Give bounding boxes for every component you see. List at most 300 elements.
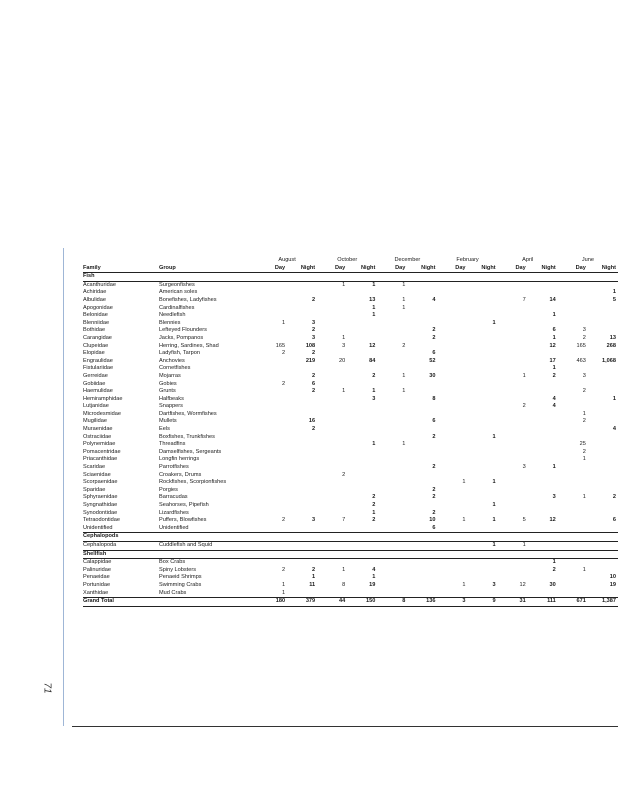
count-cell xyxy=(498,381,528,389)
count-cell xyxy=(347,525,377,533)
count-cell xyxy=(437,350,467,358)
count-cell xyxy=(437,281,467,289)
count-cell xyxy=(468,312,498,320)
count-cell xyxy=(377,502,407,510)
count-cell xyxy=(317,312,347,320)
table-row xyxy=(83,281,618,289)
month-header: February xyxy=(456,257,479,263)
count-cell: 30 xyxy=(549,581,556,588)
count-cell xyxy=(588,373,618,381)
table-row xyxy=(83,487,618,495)
table-row xyxy=(83,327,618,335)
table-row xyxy=(83,456,618,464)
count-cell: 13 xyxy=(609,334,616,341)
table-row xyxy=(83,494,618,502)
group-cell: Grunts xyxy=(159,388,176,395)
count-cell xyxy=(468,487,498,495)
count-cell xyxy=(257,426,287,434)
count-cell xyxy=(588,510,618,518)
count-cell: 3 xyxy=(582,327,586,334)
family-cell: Scorpaenidae xyxy=(83,479,118,486)
count-cell: 2 xyxy=(432,486,436,493)
margin-rule xyxy=(63,248,64,726)
count-cell xyxy=(468,574,498,582)
count-cell xyxy=(498,590,528,598)
count-cell xyxy=(317,541,347,550)
family-cell: Gobiidae xyxy=(83,380,106,387)
count-cell: 2 xyxy=(372,372,376,379)
count-cell xyxy=(528,388,558,396)
count-cell xyxy=(347,426,377,434)
count-cell xyxy=(377,510,407,518)
count-cell xyxy=(257,365,287,373)
count-cell: 3 xyxy=(342,342,346,349)
family-cell: Xanthidae xyxy=(83,589,109,596)
table-row xyxy=(83,541,618,550)
count-cell xyxy=(287,479,317,487)
species-catch-table xyxy=(83,257,618,607)
family-cell: Bothidae xyxy=(83,327,106,334)
count-cell xyxy=(407,479,437,487)
group-cell: Gobies xyxy=(159,380,177,387)
count-cell xyxy=(468,418,498,426)
table-row xyxy=(83,559,618,567)
count-cell: 12 xyxy=(549,517,556,524)
count-cell: 1 xyxy=(372,312,376,319)
table-row xyxy=(83,365,618,373)
count-cell xyxy=(528,320,558,328)
grand-total-cell: 8 xyxy=(377,598,407,607)
count-cell xyxy=(437,335,467,343)
count-cell xyxy=(498,411,528,419)
count-cell xyxy=(377,541,407,550)
family-cell: Muraenidae xyxy=(83,426,113,433)
count-cell xyxy=(528,289,558,297)
count-cell: 2 xyxy=(552,372,556,379)
count-cell xyxy=(377,525,407,533)
count-cell xyxy=(377,403,407,411)
count-cell xyxy=(257,559,287,567)
count-cell xyxy=(287,510,317,518)
count-cell xyxy=(317,590,347,598)
count-cell xyxy=(257,373,287,381)
count-cell xyxy=(317,289,347,297)
count-cell xyxy=(317,434,347,442)
count-cell xyxy=(317,456,347,464)
count-cell: 1 xyxy=(281,319,286,326)
count-cell: 1 xyxy=(402,441,406,448)
grand-total-cell: 44 xyxy=(317,598,347,607)
grand-total-cell: 111 xyxy=(528,598,558,607)
table-row xyxy=(83,343,618,351)
count-cell xyxy=(407,381,437,389)
count-cell xyxy=(528,541,558,550)
count-cell xyxy=(468,388,498,396)
count-cell xyxy=(437,590,467,598)
count-cell xyxy=(317,441,347,449)
count-cell xyxy=(468,381,498,389)
count-cell xyxy=(347,479,377,487)
count-cell xyxy=(377,574,407,582)
count-cell: 1 xyxy=(402,304,406,311)
count-cell xyxy=(377,365,407,373)
count-cell xyxy=(468,449,498,457)
group-cell: Damselfishes, Sergeants xyxy=(159,448,222,455)
group-cell: Mullets xyxy=(159,418,177,425)
count-cell xyxy=(437,418,467,426)
count-cell xyxy=(588,590,618,598)
count-cell: 1 xyxy=(522,372,526,379)
count-cell xyxy=(317,297,347,305)
column-header-row xyxy=(83,265,618,273)
group-cell: Dartfishes, Wormfishes xyxy=(159,410,217,417)
table-row xyxy=(83,434,618,442)
count-cell xyxy=(558,541,588,550)
count-cell: 1 xyxy=(281,589,286,596)
count-cell xyxy=(468,327,498,335)
section-label: Cephalopods xyxy=(83,533,159,542)
count-cell xyxy=(257,434,287,442)
count-cell: 4 xyxy=(612,426,616,433)
count-cell: 2 xyxy=(582,334,586,341)
count-cell xyxy=(377,426,407,434)
count-cell xyxy=(287,590,317,598)
table-row xyxy=(83,335,618,343)
count-cell xyxy=(257,472,287,480)
table-row xyxy=(83,396,618,404)
table-row xyxy=(83,297,618,305)
count-cell xyxy=(498,350,528,358)
count-cell xyxy=(558,464,588,472)
count-cell: 8 xyxy=(432,395,436,402)
count-cell xyxy=(317,365,347,373)
family-cell: Belonidae xyxy=(83,312,108,319)
day-column-header: Day xyxy=(257,265,287,273)
count-cell: 1 xyxy=(552,464,556,471)
count-cell xyxy=(257,464,287,472)
count-cell xyxy=(437,510,467,518)
group-cell: Boxfishes, Trunkfishes xyxy=(159,433,215,440)
family-cell: Sparidae xyxy=(83,486,106,493)
count-cell: 1 xyxy=(342,388,346,395)
count-cell xyxy=(468,426,498,434)
day-column-header: Day xyxy=(317,265,347,273)
count-cell xyxy=(528,479,558,487)
count-cell xyxy=(498,479,528,487)
count-cell xyxy=(468,335,498,343)
table-row xyxy=(83,381,618,389)
day-column-header: Day xyxy=(437,265,467,273)
count-cell xyxy=(498,487,528,495)
count-cell xyxy=(437,449,467,457)
count-cell: 12 xyxy=(549,342,556,349)
count-cell xyxy=(347,487,377,495)
count-cell xyxy=(468,464,498,472)
count-cell xyxy=(558,281,588,289)
count-cell xyxy=(377,487,407,495)
family-cell: Hemiramphidae xyxy=(83,395,123,402)
count-cell xyxy=(588,441,618,449)
group-cell: Lefteyed Flounders xyxy=(159,327,207,334)
count-cell xyxy=(588,327,618,335)
footer-rule xyxy=(72,726,618,727)
count-cell xyxy=(317,418,347,426)
group-cell: Penaeid Shrimps xyxy=(159,574,202,581)
count-cell: 6 xyxy=(432,524,436,531)
group-cell: Jacks, Pompanos xyxy=(159,334,204,341)
table-row xyxy=(83,590,618,598)
count-cell xyxy=(437,396,467,404)
count-cell: 2 xyxy=(281,566,286,573)
count-cell: 4 xyxy=(372,566,376,573)
count-cell: 3 xyxy=(372,395,376,402)
count-cell xyxy=(528,502,558,510)
group-cell: Croakers, Drums xyxy=(159,471,202,478)
count-cell xyxy=(558,517,588,525)
count-cell xyxy=(317,479,347,487)
count-cell: 1 xyxy=(552,312,556,319)
count-cell xyxy=(588,312,618,320)
count-cell xyxy=(317,320,347,328)
count-cell: 1 xyxy=(312,574,316,581)
count-cell xyxy=(377,494,407,502)
count-cell xyxy=(317,381,347,389)
count-cell xyxy=(588,365,618,373)
count-cell: 1 xyxy=(492,502,496,508)
family-cell: Sphyraenidae xyxy=(83,494,118,501)
count-cell xyxy=(257,297,287,305)
family-cell: Penaeidae xyxy=(83,574,110,581)
count-cell xyxy=(588,411,618,419)
family-cell: Mugilidae xyxy=(83,418,107,425)
count-cell: 6 xyxy=(612,517,616,524)
count-cell xyxy=(257,525,287,533)
count-cell: 16 xyxy=(308,418,316,425)
count-cell xyxy=(558,289,588,297)
count-cell: 2 xyxy=(312,426,316,433)
count-cell xyxy=(257,335,287,343)
count-cell xyxy=(498,472,528,480)
table-row xyxy=(83,358,618,366)
count-cell xyxy=(437,426,467,434)
count-cell xyxy=(528,418,558,426)
count-cell: 12 xyxy=(369,342,376,349)
count-cell xyxy=(437,305,467,313)
count-cell xyxy=(257,418,287,426)
count-cell xyxy=(558,305,588,313)
count-cell: 19 xyxy=(609,581,616,588)
table-row xyxy=(83,350,618,358)
count-cell xyxy=(468,525,498,533)
count-cell xyxy=(498,343,528,351)
count-cell xyxy=(377,479,407,487)
count-cell xyxy=(468,358,498,366)
group-cell: Spiny Lobsters xyxy=(159,566,197,573)
table-row xyxy=(83,582,618,590)
count-cell xyxy=(407,567,437,575)
count-cell xyxy=(588,449,618,457)
count-cell xyxy=(377,327,407,335)
table-row xyxy=(83,441,618,449)
count-cell: 1 xyxy=(342,566,346,573)
family-cell: Scaridae xyxy=(83,464,106,471)
group-cell: Anchovies xyxy=(159,357,185,364)
count-cell xyxy=(377,350,407,358)
count-cell: 2 xyxy=(312,327,316,334)
count-cell xyxy=(468,281,498,289)
night-column-header: Night xyxy=(528,265,558,273)
grand-total-cell: 150 xyxy=(347,598,377,607)
table-row xyxy=(83,305,618,313)
count-cell: 1 xyxy=(402,281,406,288)
count-cell xyxy=(528,381,558,389)
count-cell: 2 xyxy=(432,464,436,471)
count-cell: 10 xyxy=(429,517,436,524)
count-cell xyxy=(588,487,618,495)
count-cell: 2 xyxy=(432,327,436,334)
count-cell xyxy=(257,327,287,335)
count-cell: 2 xyxy=(312,566,316,573)
count-cell xyxy=(377,411,407,419)
count-cell xyxy=(468,590,498,598)
count-cell xyxy=(558,479,588,487)
count-cell: 2 xyxy=(312,350,316,357)
count-cell xyxy=(558,312,588,320)
group-cell: Puffers, Blowfishes xyxy=(159,517,207,524)
count-cell xyxy=(257,502,287,510)
count-cell: 2 xyxy=(432,433,436,440)
count-cell: 14 xyxy=(549,296,556,303)
count-cell xyxy=(468,403,498,411)
page-number: 71 xyxy=(41,682,53,694)
count-cell xyxy=(498,320,528,328)
count-cell xyxy=(468,510,498,518)
count-cell xyxy=(317,525,347,533)
count-cell xyxy=(347,403,377,411)
count-cell: 2 xyxy=(281,350,286,357)
count-cell: 2 xyxy=(312,388,316,395)
grand-total-cell: 1,387 xyxy=(588,598,618,607)
count-cell: 1 xyxy=(492,541,496,548)
count-cell xyxy=(437,494,467,502)
count-cell xyxy=(377,396,407,404)
count-cell xyxy=(407,502,437,510)
count-cell xyxy=(407,388,437,396)
count-cell: 1 xyxy=(462,479,466,486)
count-cell xyxy=(257,494,287,502)
count-cell xyxy=(257,388,287,396)
count-cell xyxy=(437,312,467,320)
count-cell: 1 xyxy=(372,441,376,448)
count-cell xyxy=(498,567,528,575)
count-cell xyxy=(407,411,437,419)
count-cell xyxy=(558,559,588,567)
count-cell: 1 xyxy=(522,541,526,548)
count-cell xyxy=(468,494,498,502)
count-cell: 2 xyxy=(432,334,436,341)
count-cell xyxy=(287,312,317,320)
family-cell: Pomacentridae xyxy=(83,448,121,455)
grand-total-cell: 180 xyxy=(257,598,287,607)
count-cell xyxy=(347,464,377,472)
count-cell xyxy=(498,358,528,366)
count-cell xyxy=(377,472,407,480)
count-cell xyxy=(468,567,498,575)
count-cell xyxy=(377,567,407,575)
count-cell xyxy=(498,510,528,518)
section-filler xyxy=(159,273,618,282)
count-cell: 1 xyxy=(582,494,586,501)
section-filler xyxy=(159,550,618,559)
count-cell: 1 xyxy=(552,365,556,372)
count-cell xyxy=(377,320,407,328)
group-cell: Threadfins xyxy=(159,441,186,448)
count-cell xyxy=(558,350,588,358)
count-cell xyxy=(588,456,618,464)
count-cell xyxy=(377,449,407,457)
family-cell: Portunidae xyxy=(83,581,111,588)
count-cell: 2 xyxy=(312,372,316,379)
count-cell xyxy=(437,411,467,419)
count-cell xyxy=(377,312,407,320)
count-cell xyxy=(498,388,528,396)
count-cell: 10 xyxy=(609,574,616,581)
count-cell xyxy=(257,479,287,487)
count-cell: 2 xyxy=(552,566,556,573)
count-cell xyxy=(468,297,498,305)
table-row xyxy=(83,320,618,328)
count-cell xyxy=(468,456,498,464)
count-cell xyxy=(468,305,498,313)
count-cell: 1 xyxy=(281,581,286,588)
count-cell xyxy=(468,559,498,567)
count-cell: 1 xyxy=(342,281,346,288)
count-cell: 1 xyxy=(372,574,376,581)
table-row xyxy=(83,502,618,510)
group-cell: Mud Crabs xyxy=(159,589,187,596)
section-row xyxy=(83,550,618,559)
count-cell xyxy=(317,464,347,472)
day-column-header: Day xyxy=(558,265,588,273)
group-cell: Snappers xyxy=(159,403,183,410)
table-row xyxy=(83,418,618,426)
count-cell: 52 xyxy=(429,357,436,364)
count-cell xyxy=(377,289,407,297)
family-cell: Priacanthidae xyxy=(83,456,118,463)
table-row xyxy=(83,574,618,582)
count-cell xyxy=(377,456,407,464)
count-cell xyxy=(407,289,437,297)
count-cell: 3 xyxy=(582,372,586,379)
count-cell xyxy=(437,381,467,389)
count-cell xyxy=(347,350,377,358)
count-cell xyxy=(558,574,588,582)
family-cell: Haemulidae xyxy=(83,388,113,395)
count-cell: 4 xyxy=(552,403,556,410)
group-cell: Surgeonfishes xyxy=(159,281,195,288)
count-cell xyxy=(437,567,467,575)
month-header: December xyxy=(394,257,421,263)
count-cell xyxy=(257,281,287,289)
grand-total-cell: 31 xyxy=(498,598,528,607)
count-cell: 1 xyxy=(372,388,376,395)
grand-total-spacer xyxy=(159,598,257,607)
count-cell: 1 xyxy=(612,289,616,296)
count-cell xyxy=(528,411,558,419)
section-label: Shellfish xyxy=(83,550,159,559)
count-cell xyxy=(498,449,528,457)
count-cell xyxy=(498,559,528,567)
